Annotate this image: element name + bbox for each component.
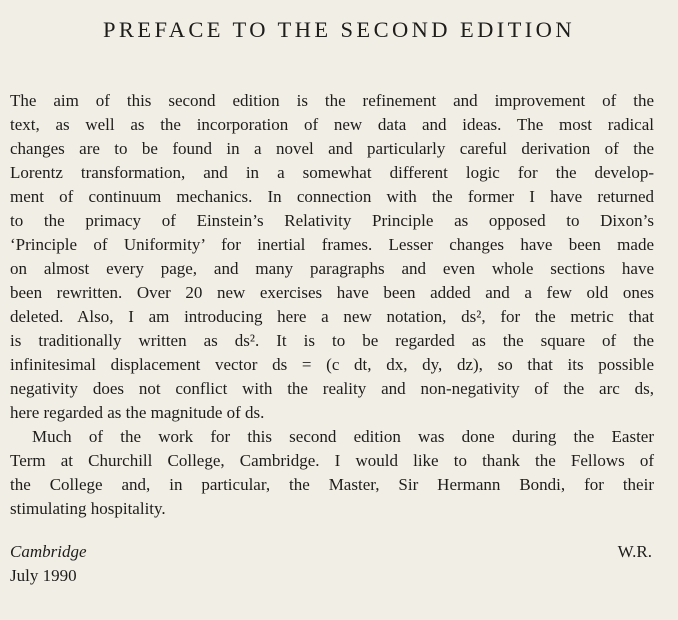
text-line: The aim of this second edition is the refinement and improvement of the: [10, 91, 654, 110]
preface-body: [10, 89, 654, 521]
text-line: on almost every page, and many paragraphs and even whole sections have: [10, 259, 654, 278]
text-line: here regarded as the magnitude of ds.: [10, 403, 265, 422]
text-line: Lorentz transformation, and in a somewhat different logic for the develop-: [10, 163, 654, 182]
text-line: been rewritten. Over 20 new exercises have been added and a few old ones: [10, 283, 654, 302]
signature-initials: W.R.: [617, 542, 652, 561]
text-line: Much of the work for this second edition was done during the Easter: [32, 427, 654, 446]
text-line: text, as well as the incorporation of new data and ideas. The most radical: [10, 115, 654, 134]
text-line: stimulating hospitality.: [10, 499, 166, 518]
text-line: changes are to be found in a novel and particularly careful derivation of the: [10, 139, 654, 158]
text-line: ment of continuum mechanics. In connection with the former I have returned: [10, 187, 654, 206]
signature-date: July 1990: [10, 566, 77, 585]
text-line: infinitesimal displacement vector ds = (c dt, dx, dy, dz), so that its possible: [10, 355, 654, 374]
text-line: ‘Principle of Uniformity’ for inertial frames. Lesser changes have been made: [10, 235, 654, 254]
text-line: the College and, in particular, the Master, Sir Hermann Bondi, for their: [10, 475, 654, 494]
text-line: is traditionally written as ds². It is to be regarded as the square of the: [10, 331, 654, 350]
page-title: PREFACE TO THE SECOND EDITION: [103, 17, 575, 42]
text-line: negativity does not conflict with the reality and non-negativity of the arc ds,: [10, 379, 654, 398]
text-line: to the primacy of Einstein’s Relativity Principle as opposed to Dixon’s: [10, 211, 654, 230]
text-line: Term at Churchill College, Cambridge. I would like to thank the Fellows of: [10, 451, 654, 470]
signature-place: Cambridge: [10, 542, 87, 561]
text-line: deleted. Also, I am introducing here a new notation, ds², for the metric that: [10, 307, 654, 326]
